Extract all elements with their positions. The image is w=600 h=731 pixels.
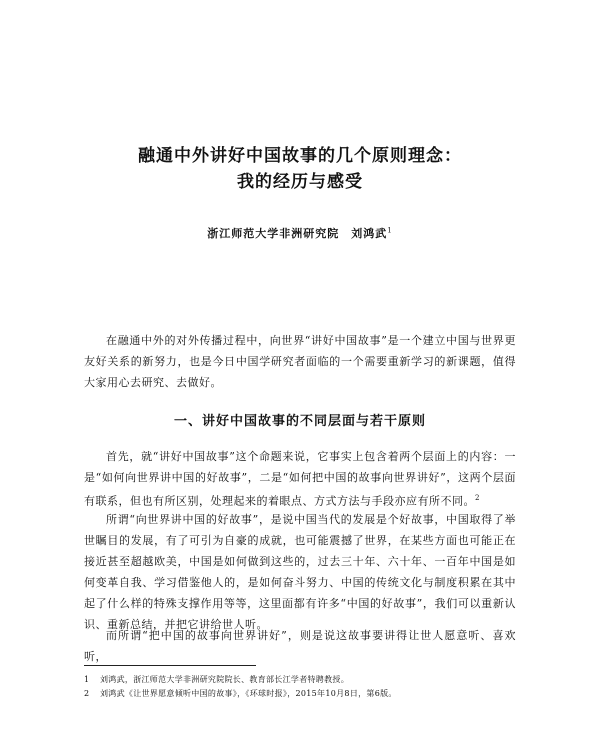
body-paragraph-1-text: 首先，就“讲好中国故事”这个命题来说，它事实上包含着两个层面上的内容：一是“如何向世界讲中国的好故事”，二是“如何把中国的故事向世界讲好”，这两个层面有联系，但也有所区别，处理起来的着眼点、方式方法与手段亦应有所不同。 — [84, 450, 516, 508]
title-line-2: 我的经历与感受 — [237, 172, 363, 192]
author-text: 浙江师范大学非洲研究院 刘鸿武 — [207, 227, 388, 240]
footnote-divider — [84, 665, 256, 666]
intro-paragraph: 在融通中外的对外传播过程中，向世界“讲好中国故事”是一个建立中国与世界更友好关系的新努力，也是今日中国学研究者面临的一个需要重新学习的新课题，值得大家用心去研究、去做好。 — [84, 334, 516, 389]
author-footnote-ref: 1 — [387, 226, 393, 235]
body-paragraph-3: 而所谓“把中国的故事向世界讲好”，则是说这故事要讲得让世人愿意听、喜欢听， — [84, 629, 516, 663]
footnote-2-number: 2 — [84, 689, 90, 698]
footnote-ref-2: 2 — [475, 494, 480, 502]
footnote-1 — [84, 674, 516, 686]
body-paragraph-2: 所谓“向世界讲中国的好故事”，是说中国当代的发展是个好故事，中国取得了举世瞩目的发展，有了可引为自豪的成就，也可能震撼了世界，在某些方面也可能正在接近甚至超越欧美，中国是如何做到这些的，过去三十年、六十年、一百年中国是如何变革自我、学习借鉴他人的，是如何奋斗努力、中国的传统文化与制度积累在其中起了什么样的特殊支撑作用等等，这里面都有许多“中国的好故事”，我们可以重新认识、重新总结，并把它讲给世人听。 — [84, 513, 516, 631]
body-paragraph-1 — [84, 446, 516, 512]
author-line — [0, 225, 600, 241]
footnote-1-text: 刘鸿武，浙江师范大学非洲研究院院长、教育部长江学者特聘教授。 — [100, 675, 349, 684]
footnote-2 — [84, 688, 516, 700]
section-heading: 一、讲好中国故事的不同层面与若干原则 — [173, 414, 426, 429]
title-line-1: 融通中外讲好中国故事的几个原则理念： — [138, 146, 462, 166]
footnote-1-number: 1 — [84, 675, 90, 684]
footnote-2-text: 刘鸿武《让世界愿意倾听中国的故事》，《环球时报》，2015年10月8日，第6版。 — [100, 689, 397, 698]
